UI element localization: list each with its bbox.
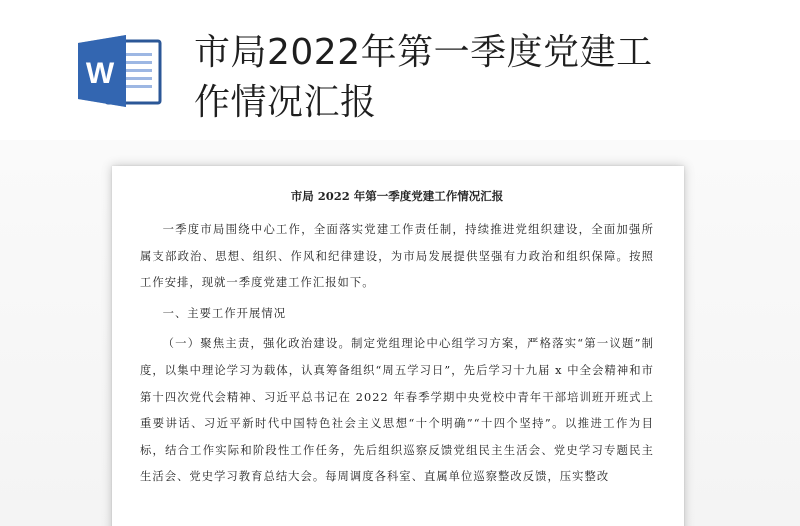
word-document-icon [76, 33, 164, 109]
page-title: 市局2022年第一季度党建工作情况汇报 [194, 32, 653, 123]
word-icon-letter: W [85, 57, 115, 90]
document-body [140, 188, 654, 491]
header [0, 0, 800, 140]
intro-paragraph: 一季度市局围绕中心工作，全面落实党建工作责任制，持续推进党组织建设，全面加强所属支部政治、思想、组织、作风和纪律建设，为市局发展提供坚强有力政治和组织保障。按照工作安排，现就一季度党建工作汇报如下。 [140, 223, 654, 290]
section-paragraph: （一）聚焦主责，强化政治建设。制定党组理论中心组学习方案，严格落实“第一议题”制度，以集中理论学习为载体，认真筹备组织“周五学习日”，先后学习十九届 x 中全会精神和市第十四次党代会精神、习近平总书记在 2022 年春季学期中央党校中青年干部培训班开班式上重要讲话、习近平新时代中国特色社会主义思想“十个明确”“十四个坚持”。以推进工作为目标，结合工作实际和阶段性工作任务，先后组织巡察反馈党组民主生活会、党史学习专题民主生活会、党史学习教育总结大会。每周调度各科室、直属单位巡察整改反馈，压实整改 [140, 337, 654, 484]
section-heading: 一、主要工作开展情况 [162, 306, 287, 320]
document-page [112, 166, 684, 526]
document-title: 市局 2022 年第一季度党建工作情况汇报 [290, 189, 504, 203]
